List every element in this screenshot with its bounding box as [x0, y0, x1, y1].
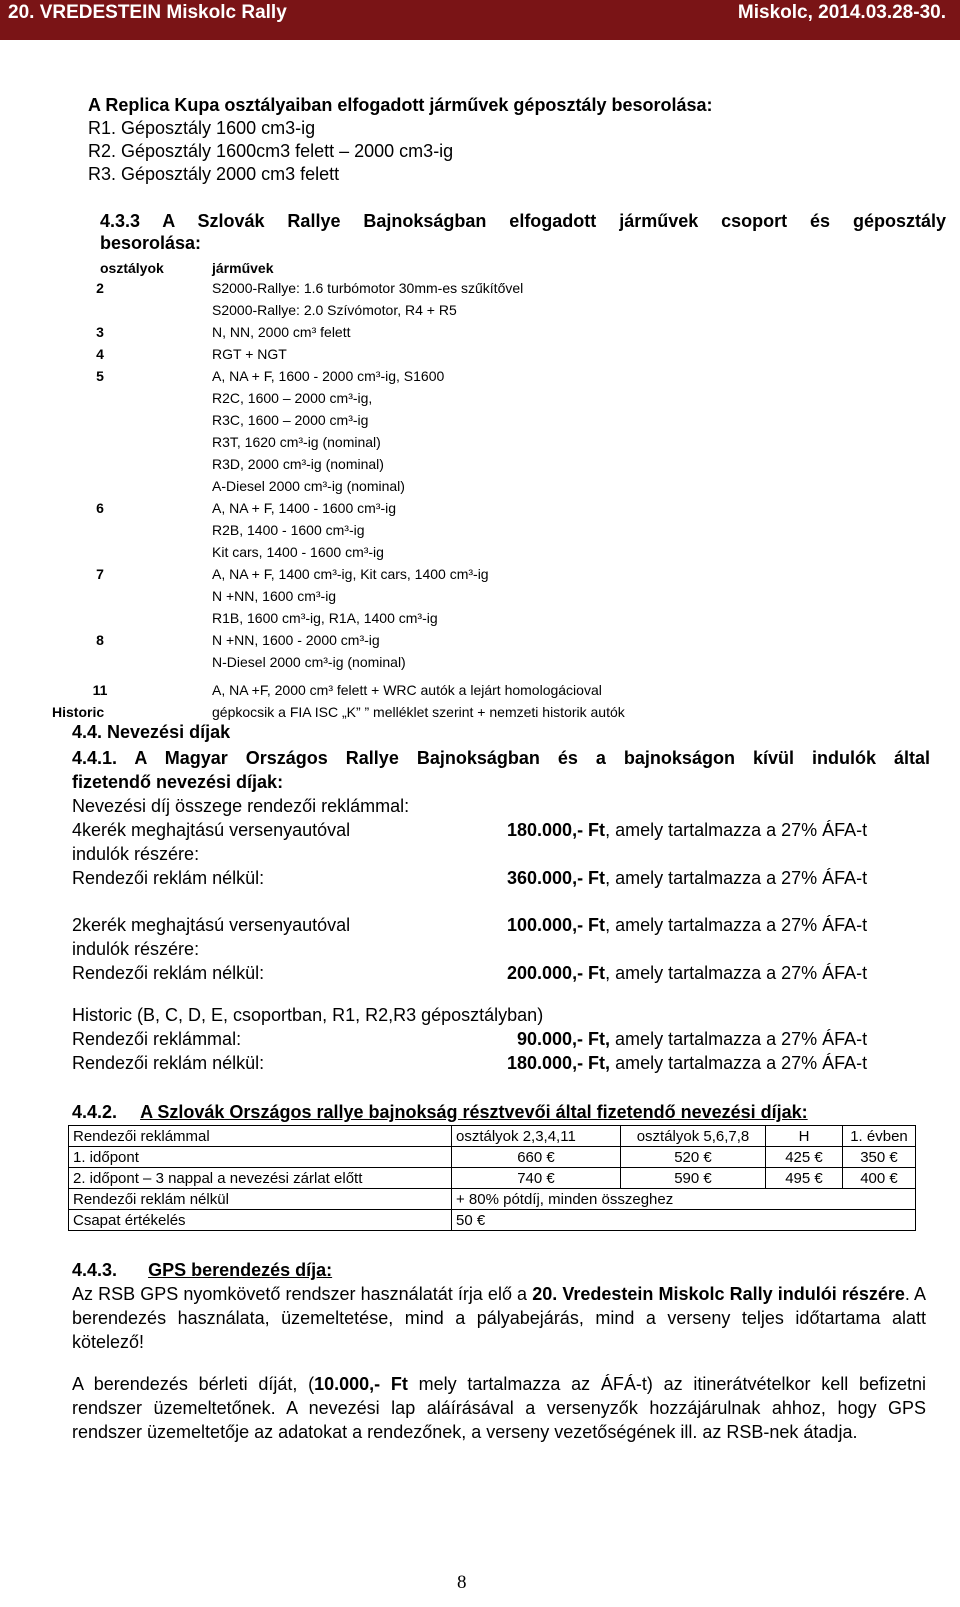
table-row — [69, 1168, 916, 1189]
table-cell: 50 € — [452, 1210, 916, 1231]
historic-fee-label: Rendezői reklámmal: — [72, 1029, 242, 1049]
table-row — [69, 1210, 916, 1231]
fee-value — [507, 866, 867, 890]
class-number: 6 — [96, 500, 104, 516]
class-number: 5 — [96, 368, 104, 384]
fee-label: indulók részére: — [72, 939, 200, 959]
gps-p1-text-c: . A berendezés használata, üzemeltetése, mind a pályabejárás, mind a verseny teljes időtartama alatt kötelező! — [72, 1284, 926, 1352]
section-433-heading-cont: besorolása: — [100, 233, 202, 253]
gps-paragraph-1 — [72, 1282, 926, 1354]
section-443-heading — [72, 1258, 332, 1282]
vehicle-description: A-Diesel 2000 cm³-ig (nominal) — [212, 478, 405, 494]
col-vehicles-label: járművek — [212, 260, 274, 276]
table-row — [69, 1147, 916, 1168]
fee-value — [507, 818, 867, 842]
class-number: 4 — [96, 346, 104, 362]
vehicle-description: Kit cars, 1400 - 1600 cm³-ig — [212, 544, 384, 560]
vehicle-description: R3C, 1600 – 2000 cm³-ig — [212, 412, 369, 428]
table-cell: 495 € — [766, 1168, 843, 1189]
fee-amount: 90.000,- Ft, — [517, 1029, 611, 1049]
table-cell: 2. időpont – 3 nappal a nevezési zárlat előtt — [69, 1168, 452, 1189]
fee-value — [507, 913, 867, 937]
table-cell: Rendezői reklám nélkül — [69, 1189, 452, 1210]
fee-suffix: amely tartalmazza a 27% ÁFA-t — [610, 1053, 868, 1073]
table-cell: 400 € — [843, 1168, 916, 1189]
vehicle-description: N-Diesel 2000 cm³-ig (nominal) — [212, 654, 406, 670]
vehicle-description: N +NN, 1600 cm³-ig — [212, 588, 337, 604]
vehicle-description: A, NA + F, 1400 cm³-ig, Kit cars, 1400 cm³-ig — [212, 566, 489, 582]
fee-amount: 180.000,- Ft — [507, 820, 606, 840]
replica-item: R1. Géposztály 1600 cm3-ig — [88, 118, 316, 138]
table-cell: Rendezői reklámmal — [69, 1126, 452, 1147]
vehicle-description: R3D, 2000 cm³-ig (nominal) — [212, 456, 384, 472]
class-number: 8 — [96, 632, 104, 648]
historic-fee-value — [507, 1051, 867, 1075]
gps-p1-emphasis: 20. Vredestein Miskolc Rally indulói részére — [532, 1284, 905, 1304]
historic-fee-label: Rendezői reklám nélkül: — [72, 1053, 265, 1073]
fee-suffix: amely tartalmazza a 27% ÁFA-t — [610, 1029, 868, 1049]
col-classes-label: osztályok — [100, 260, 164, 276]
header-date: Miskolc, 2014.03.28-30. — [737, 2, 946, 23]
vehicle-description: gépkocsik a FIA ISC „K” ” melléklet szerint + nemzeti historik autók — [212, 704, 625, 720]
fee-value — [507, 961, 867, 985]
class-number: Historic — [52, 704, 105, 720]
class-number: 2 — [96, 280, 104, 296]
gps-p2-text-c: mely tartalmazza az ÁFÁ-t) az itinerátvételkor kell befizetni rendszer üzemeltetőnek. A nevezési lap aláírásával a versenyzők hozzájárulnak ahhoz, hogy GPS rendszer üzemeltetője az adatokat a rendezőnek, a verseny vezetőségének ill. az RSB-nek átadja. — [72, 1374, 927, 1442]
replica-item: R3. Géposztály 2000 cm3 felett — [88, 164, 340, 184]
table-cell: 660 € — [452, 1147, 621, 1168]
fee-suffix: , amely tartalmazza a 27% ÁFA-t — [605, 915, 868, 935]
header-title: 20. VREDESTEIN Miskolc Rally — [8, 2, 287, 23]
section-442-title: A Szlovák Országos rallye bajnokság résztvevői által fizetendő nevezési díjak: — [140, 1102, 808, 1122]
table-cell: 425 € — [766, 1147, 843, 1168]
vehicle-description: RGT + NGT — [212, 346, 287, 362]
vehicle-description: R3T, 1620 cm³-ig (nominal) — [212, 434, 381, 450]
gps-p2-emphasis: 10.000,- Ft — [314, 1374, 408, 1394]
gps-p1-text-a: Az RSB GPS nyomkövető rendszer használatát írja elő a — [72, 1284, 533, 1304]
vehicle-description: A, NA + F, 1400 - 1600 cm³-ig — [212, 500, 397, 516]
table-cell: 520 € — [621, 1147, 766, 1168]
table-cell: 1. időpont — [69, 1147, 452, 1168]
table-row — [69, 1189, 916, 1210]
historic-title: Historic (B, C, D, E, csoportban, R1, R2,R3 géposztályban) — [72, 1005, 544, 1025]
vehicle-description: S2000-Rallye: 1.6 turbómotor 30mm-es szűkítővel — [212, 280, 524, 296]
vehicle-description: R2C, 1600 – 2000 cm³-ig, — [212, 390, 373, 406]
gps-paragraph-2 — [72, 1372, 926, 1444]
section-443-title: GPS berendezés díja: — [148, 1260, 333, 1280]
section-433-heading: 4.3.3 A Szlovák Rallye Bajnokságban elfogadott járművek csoport és géposztály — [100, 211, 946, 231]
replica-item: R2. Géposztály 1600cm3 felett – 2000 cm3-ig — [88, 141, 454, 161]
gps-p2-text-a: A berendezés bérleti díját, ( — [72, 1374, 315, 1394]
table-cell: osztályok 2,3,4,11 — [452, 1126, 621, 1147]
section-441-title-cont: fizetendő nevezési díjak: — [72, 772, 284, 792]
table-cell: 590 € — [621, 1168, 766, 1189]
table-cell: H — [766, 1126, 843, 1147]
section-442-num: 4.4.2. — [72, 1102, 118, 1122]
section-44-title: 4.4. Nevezési díjak — [72, 722, 231, 742]
section-441-title: 4.4.1. A Magyar Országos Rallye Bajnokságban és a bajnokságon kívül indulók által — [72, 748, 930, 768]
fee-label: indulók részére: — [72, 844, 200, 864]
fee-label: Rendezői reklám nélkül: — [72, 868, 265, 888]
sk-fee-table — [68, 1125, 916, 1231]
historic-fee-value — [517, 1027, 867, 1051]
fee-label: Rendezői reklám nélkül: — [72, 963, 265, 983]
table-cell: osztályok 5,6,7,8 — [621, 1126, 766, 1147]
page-number: 8 — [457, 1572, 467, 1593]
fee-label: 4kerék meghajtású versenyautóval — [72, 820, 351, 840]
fee-intro: Nevezési díj összege rendezői reklámmal: — [72, 796, 410, 816]
fee-suffix: , amely tartalmazza a 27% ÁFA-t — [605, 963, 868, 983]
section-442-heading — [72, 1100, 808, 1124]
fee-amount: 180.000,- Ft, — [507, 1053, 611, 1073]
section-443-num: 4.4.3. — [72, 1260, 118, 1280]
table-cell: 350 € — [843, 1147, 916, 1168]
vehicle-description: S2000-Rallye: 2.0 Szívómotor, R4 + R5 — [212, 302, 457, 318]
class-number: 11 — [92, 682, 108, 698]
fee-amount: 360.000,- Ft — [507, 868, 606, 888]
table-cell: 740 € — [452, 1168, 621, 1189]
vehicle-description: N, NN, 2000 cm³ felett — [212, 324, 351, 340]
fee-label: 2kerék meghajtású versenyautóval — [72, 915, 351, 935]
fee-suffix: , amely tartalmazza a 27% ÁFA-t — [605, 820, 868, 840]
vehicle-description: N +NN, 1600 - 2000 cm³-ig — [212, 632, 380, 648]
table-cell: 1. évben — [843, 1126, 916, 1147]
replica-title: A Replica Kupa osztályaiban elfogadott járművek géposztály besorolása: — [88, 95, 713, 115]
table-cell: Csapat értékelés — [69, 1210, 452, 1231]
vehicle-description: R2B, 1400 - 1600 cm³-ig — [212, 522, 365, 538]
table-row — [69, 1126, 916, 1147]
fee-amount: 100.000,- Ft — [507, 915, 606, 935]
page-header — [0, 0, 960, 40]
fee-suffix: , amely tartalmazza a 27% ÁFA-t — [605, 868, 868, 888]
vehicle-description: A, NA +F, 2000 cm³ felett + WRC autók a lejárt homologácioval — [212, 682, 602, 698]
class-number: 3 — [96, 324, 104, 340]
fee-amount: 200.000,- Ft — [507, 963, 606, 983]
vehicle-description: A, NA + F, 1600 - 2000 cm³-ig, S1600 — [212, 368, 445, 384]
class-number: 7 — [96, 566, 104, 582]
vehicle-description: R1B, 1600 cm³-ig, R1A, 1400 cm³-ig — [212, 610, 438, 626]
table-cell: + 80% pótdíj, minden összeghez — [452, 1189, 916, 1210]
